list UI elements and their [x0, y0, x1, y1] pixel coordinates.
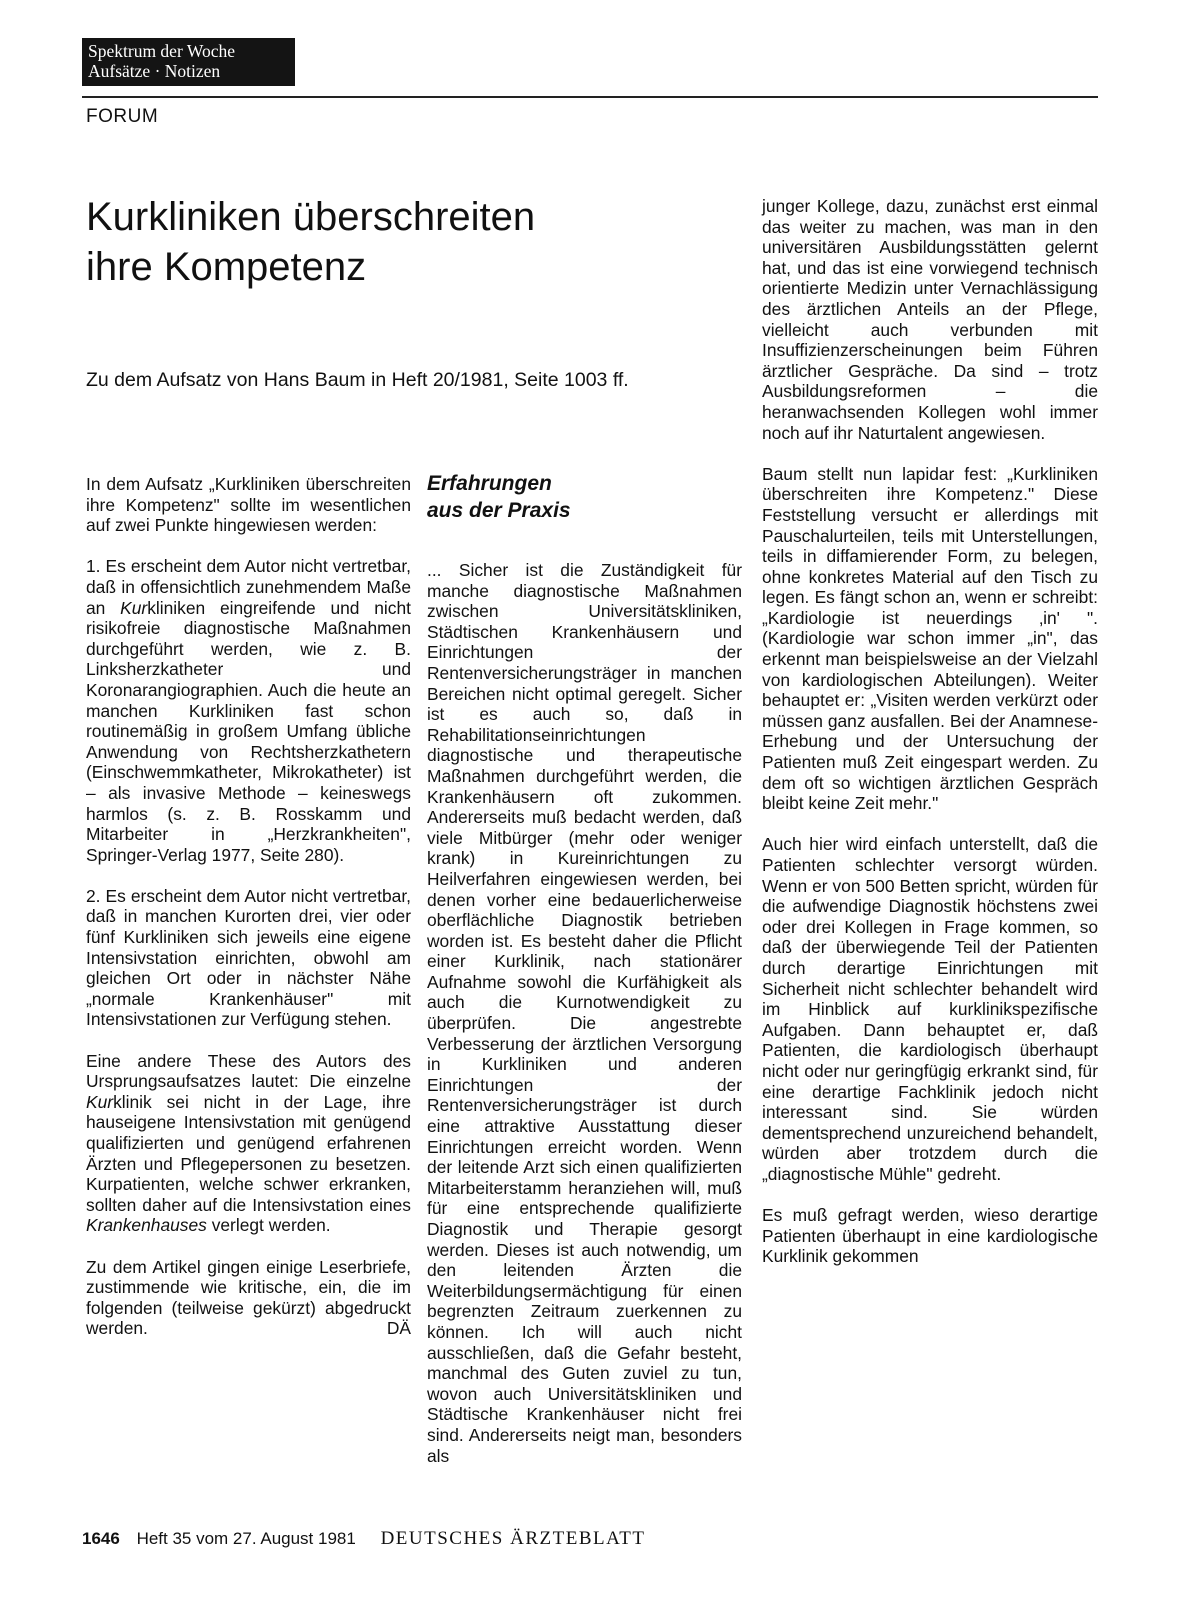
- emphasis: Kur: [120, 597, 148, 618]
- page-number: 1646: [82, 1529, 120, 1548]
- emphasis: Kur: [86, 1091, 114, 1112]
- column-1: [86, 474, 411, 1360]
- page-footer: [82, 1528, 645, 1550]
- header-rule: [82, 96, 1098, 98]
- editor-signature: DÄ: [386, 1318, 411, 1339]
- paragraph: junger Kollege, dazu, zunächst erst einmal das weiter zu machen, was man in den universitären Ausbildungsstätten gelernt hat, und das ist eine vorwiegend technisch orientierte Medizin unter Vernachlässigung des ärztlichen Anteils an der Pflege, vielleicht auch verbunden mit Insuffizienzerscheinungen beim Führen ärztlicher Gespräche. Da sind – trotz Ausbildungsreformen – die heranwachsenden Kollegen wohl immer noch auf ihr Naturtalent angewiesen.: [762, 196, 1098, 443]
- column-2: [427, 560, 742, 1487]
- paragraph: Auch hier wird einfach unterstellt, daß die Patienten schlechter versorgt würden. Wenn er von 500 Betten spricht, würden für die aufwendige Diagnostik höchstens zwei oder drei Kollegen in Frage kommen, so daß der überwiegende Teil der Patienten durch derartige Einrichtungen mit Sicherheit nicht schlechter behandelt wird im Hinblick auf kurklinikspezifische Aufgaben. Dann behauptet er, daß Patienten, die kardiologisch überhaupt nicht oder nur geringfügig erkrankt sind, für eine derartige Fachklinik jedoch nicht interessant sind. Sie würden dementsprechend unzureichend behandelt, würden aber trotzdem durch die „diagnostische Mühle" gedreht.: [762, 834, 1098, 1184]
- badge-line-2: Aufsätze · Notizen: [88, 61, 221, 81]
- paragraph: Baum stellt nun lapidar fest: „Kurkliniken überschreiten ihre Kompetenz." Diese Feststellung versucht er allerdings mit Pauschalurteilen, teils mit Unterstellungen, teils in diffamierender Form, zu belegen, ohne konkretes Material auf den Tisch zu legen. Es fängt schon an, wenn er schreibt: „Kardiologie ist neuerdings ‚in' ". (Kardiologie war schon immer „in", das erkennt man beispielsweise an der Vielzahl von kardiologischen Abteilungen). Weiter behauptet er: „Visiten werden verkürzt oder müssen ganz ausfallen. Bei der Anamnese-Erhebung und der Untersuchung der Patienten muß Zeit eingespart werden. Zu dem oft so wichtigen ärztlichen Gespräch bleibt keine Zeit mehr.": [762, 463, 1098, 814]
- subheading: [427, 470, 571, 524]
- article-subtitle: Zu dem Aufsatz von Hans Baum in Heft 20/1981, Seite 1003 ff.: [86, 369, 629, 391]
- paragraph: In dem Aufsatz „Kurkliniken überschreiten ihre Kompetenz" sollte im wesentlichen auf zwei Punkte hingewiesen werden:: [86, 474, 411, 536]
- column-3: [762, 196, 1098, 1287]
- paragraph: Zu dem Artikel gingen einige Leserbriefe, zustimmende wie kritische, ein, die im folgenden (teilweise gekürzt) abgedruckt werden. DÄ: [86, 1256, 411, 1339]
- badge-line-1: Spektrum der Woche: [88, 41, 235, 61]
- subheading-line-1: Erfahrungen: [427, 472, 552, 495]
- paragraph: Es muß gefragt werden, wieso derartige Patienten überhaupt in eine kardiologische Kurklinik gekommen: [762, 1205, 1098, 1267]
- subheading-line-2: aus der Praxis: [427, 499, 571, 522]
- title-line-2: ihre Kompetenz: [86, 245, 367, 289]
- emphasis: Krankenhauses: [86, 1215, 207, 1236]
- paragraph: Eine andere These des Autors des Ursprungsaufsatzes lautet: Die einzelne Kurklinik sei nicht in der Lage, ihre hauseigene Intensivstation mit genügend qualifizierten und genügend erfahrenen Ärzten und Pflegepersonen zu besetzen. Kurpatienten, welche schwer erkranken, sollten daher auf die Intensivstation eines Krankenhauses verlegt werden.: [86, 1050, 411, 1236]
- journal-name: DEUTSCHES ÄRZTEBLATT: [380, 1528, 646, 1549]
- paragraph: 1. Es erscheint dem Autor nicht vertretbar, daß in offensichtlich zunehmendem Maße an Kurkliniken eingreifende und nicht risikofreie diagnostische Maßnahmen durchgeführt werden, wie z. B. Linksherzkatheter und Koronarangiographien. Auch die heute an manchen Kurkliniken fast schon routinemäßig in großem Umfang übliche Anwendung von Rechtsherzkathetern (Einschwemmkatheter, Mikrokatheter) ist – als invasive Methode – keineswegs harmlos (s. z. B. Rosskamm und Mitarbeiter in „Herzkrankheiten", Springer-Verlag 1977, Seite 280).: [86, 556, 411, 865]
- paragraph: ... Sicher ist die Zuständigkeit für manche diagnostische Maßnahmen zwischen Universitätskliniken, Städtischen Krankenhäusern und Einrichtungen der Rentenversicherungsträger in manchen Bereichen nicht optimal geregelt. Sicher ist es auch so, daß in Rehabilitationseinrichtungen diagnostische und therapeutische Maßnahmen durchgeführt werden, die Krankenhäusern oft zukommen. Andererseits muß bedacht werden, daß viele Mitbürger (mehr oder weniger krank) in Kureinrichtungen zu Heilverfahren eingewiesen werden, bei denen vorher eine bedauerlicherweise oberflächliche Diagnostik betrieben worden ist. Es besteht daher die Pflicht einer Kurklinik, nach stationärer Aufnahme sowohl die Kurfähigkeit als auch die Kurnotwendigkeit zu überprüfen. Die angestrebte Verbesserung der ärztlichen Versorgung in Kurkliniken und anderen Einrichtungen der Rentenversicherungsträger ist durch eine attraktive Ausstattung dieser Einrichtungen erreicht worden. Wenn der leitende Arzt sich einen qualifizierten Mitarbeiterstamm heranziehen will, muß für eine entsprechende qualifizierte Diagnostik und Therapie gesorgt werden. Dieses ist auch notwendig, um den leitenden Ärzten die Weiterbildungsermächtigung für einen begrenzten Zeitraum zuerkennen zu können. Ich will auch nicht ausschließen, daß die Gefahr besteht, manchmal des Guten zuviel zu tun, wovon auch Universitätskliniken und Städtische Krankenhäuser nicht frei sind. Andererseits neigt man, besonders als: [427, 560, 742, 1466]
- section-badge: [82, 38, 295, 86]
- issue-info: Heft 35 vom 27. August 1981: [136, 1529, 356, 1548]
- title-line-1: Kurkliniken überschreiten: [86, 195, 536, 239]
- article-title: [86, 192, 535, 292]
- paragraph: 2. Es erscheint dem Autor nicht vertretbar, daß in manchen Kurorten drei, vier oder fünf Kurkliniken sich jeweils eine eigene Intensivstation einrichten, obwohl am gleichen Ort oder in nächster Nähe „normale Krankenhäuser" mit Intensivstationen zur Verfügung stehen.: [86, 885, 411, 1030]
- section-label: FORUM: [86, 106, 159, 127]
